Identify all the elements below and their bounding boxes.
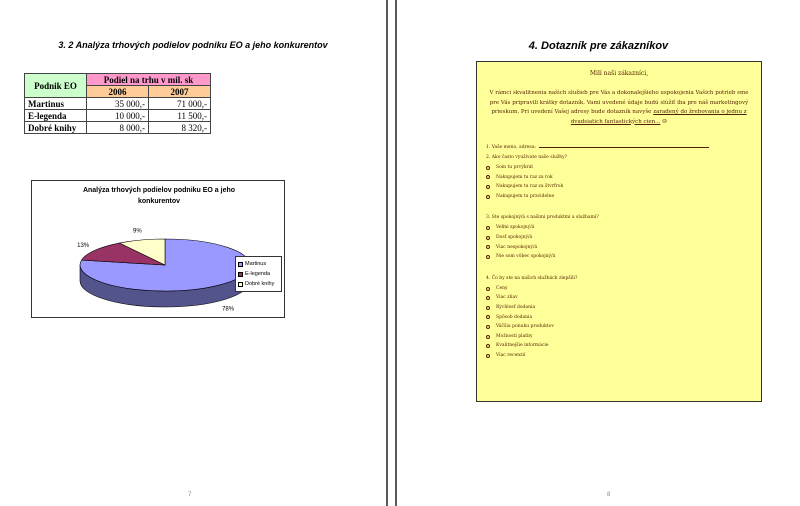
question-title: 3. Ste spokojný/á s našimi produktmi a službami? [486,215,599,221]
greeting: Milí naši zákazníci, [589,70,649,77]
option-label: Spôsob dodania [496,314,533,320]
radio-option[interactable] [486,192,761,202]
header-market-share: Podiel na trhu v mil. sk [87,74,211,86]
legend-item [238,269,279,279]
header-year-2007: 2007 [149,86,211,98]
legend-label: E-legenda [245,271,271,277]
company-name: E-legenda [25,110,87,122]
chart-title: Analýza trhových podielov podniku EO a jeho konkurentov [82,187,236,205]
legend-swatch-dobre-knihy [238,282,243,287]
pie-data-label: 78% [222,306,235,313]
radio-option[interactable] [486,284,761,294]
radio-option[interactable] [486,322,761,332]
pie-data-label: 13% [77,242,90,249]
table-row [25,98,211,110]
radio-circle-icon[interactable] [486,315,490,319]
radio-circle-icon[interactable] [486,306,490,310]
option-label: Rýchlosť dodania [496,304,536,310]
legend-item [238,279,279,289]
option-label: Nakupujem tu raz za štvrťrok [496,184,564,190]
value-2007: 11 500,- [149,110,211,122]
radio-option[interactable] [486,243,761,253]
value-2007: 71 000,- [149,98,211,110]
table-row [25,110,211,122]
header-year-2006: 2006 [87,86,149,98]
radio-circle-icon[interactable] [486,325,490,329]
option-label: Nie som vôbec spokojný/á [496,254,556,260]
legend-label: Dobré knihy [245,281,275,287]
radio-circle-icon[interactable] [486,185,490,189]
radio-circle-icon[interactable] [486,287,490,291]
option-label: Väčšiu ponuku produktov [496,324,554,330]
radio-circle-icon[interactable] [486,335,490,339]
legend-swatch-martinus [238,262,243,267]
option-label: Viac nespokojný/á [496,244,538,250]
page-gutter [386,0,397,506]
radio-circle-icon[interactable] [486,296,490,300]
market-share-table [24,73,211,134]
question-name-address [486,143,761,153]
option-label: Možnosti platby [496,333,533,339]
section-heading-questionnaire: 4. Dotazník pre zákazníkov [528,40,669,52]
radio-option[interactable] [486,182,761,192]
radio-circle-icon[interactable] [486,245,490,249]
option-label: Som tu prvýkrát [496,165,534,170]
option-label: Ceny [496,285,508,291]
radio-option[interactable] [486,173,761,183]
page-number: 7 [188,492,192,498]
radio-circle-icon[interactable] [486,195,490,199]
option-label: Kvalitnejšie informácie [496,343,549,349]
questionnaire-box [476,61,762,402]
question-title: 2. Ako často využívate naše služby? [486,155,568,160]
radio-option[interactable] [486,252,761,262]
radio-option[interactable] [486,303,761,313]
table-row [25,122,211,134]
value-2006: 8 000,- [87,122,149,134]
page-number: 8 [607,492,611,498]
radio-option[interactable] [486,313,761,323]
header-company: Podnik EO [25,74,87,98]
radio-option[interactable] [486,163,761,173]
company-name: Dobré knihy [25,122,87,134]
name-address-line[interactable] [539,147,709,148]
question-improvements [486,274,761,361]
legend-label: Martinus [245,261,267,267]
option-label: Viac recenzií [496,352,526,358]
option-label: Nakupujem tu raz za rok [496,174,553,180]
radio-option[interactable] [486,332,761,342]
value-2006: 35 000,- [87,98,149,110]
radio-circle-icon[interactable] [486,255,490,259]
section-heading-market-share: 3. 2 Analýza trhových podielov podniku EO a jeho konkurentov [58,40,328,50]
radio-circle-icon[interactable] [486,226,490,230]
radio-option[interactable] [486,223,761,233]
radio-circle-icon[interactable] [486,236,490,240]
radio-option[interactable] [486,351,761,361]
option-label: Veľmi spokojný/á [496,225,535,231]
radio-circle-icon[interactable] [486,354,490,358]
legend-item [238,259,279,269]
company-name: Martinus [25,98,87,110]
page-right [397,0,800,506]
value-2007: 8 320,- [149,122,211,134]
radio-option[interactable] [486,233,761,243]
question-title: 4. Čo by ste na našich službách zlepšili? [486,275,578,281]
smiley-icon: ☺ [662,118,668,125]
radio-circle-icon[interactable] [486,344,490,348]
radio-circle-icon[interactable] [486,175,490,179]
question-label: 1. Vaše meno, adresa: [486,145,536,150]
pie-data-label: 9% [133,228,142,235]
legend-swatch-e-legenda [238,272,243,277]
intro-text [487,89,751,127]
question-frequency [486,153,761,201]
option-label: Dosť spokojný/á [496,234,533,240]
chart-legend [235,256,282,292]
value-2006: 10 000,- [87,110,149,122]
intro-prize-text: zaradený do žrebovania o jednu z dvadsiatich fantastických cien... [570,109,747,125]
pie-chart [31,180,285,318]
radio-circle-icon[interactable] [486,166,490,170]
intro-body: V rámci skvalitnenia našich služieb pre Vás a dokonalejšieho uspokojenia Vašich potrieb sme pre Vás pripravili krátky dotazník. Vami uvedené údaje budú slúžiť iba pre náš marketingový prieskum. Pri uvedení Vašej adresy bude dotazník navyše [489,90,749,115]
page-left [0,0,386,506]
radio-option[interactable] [486,293,761,303]
option-label: Viac zliav [496,295,518,301]
radio-option[interactable] [486,341,761,351]
question-satisfaction [486,213,761,261]
option-label: Nakupujem tu pravidelne [496,193,555,199]
